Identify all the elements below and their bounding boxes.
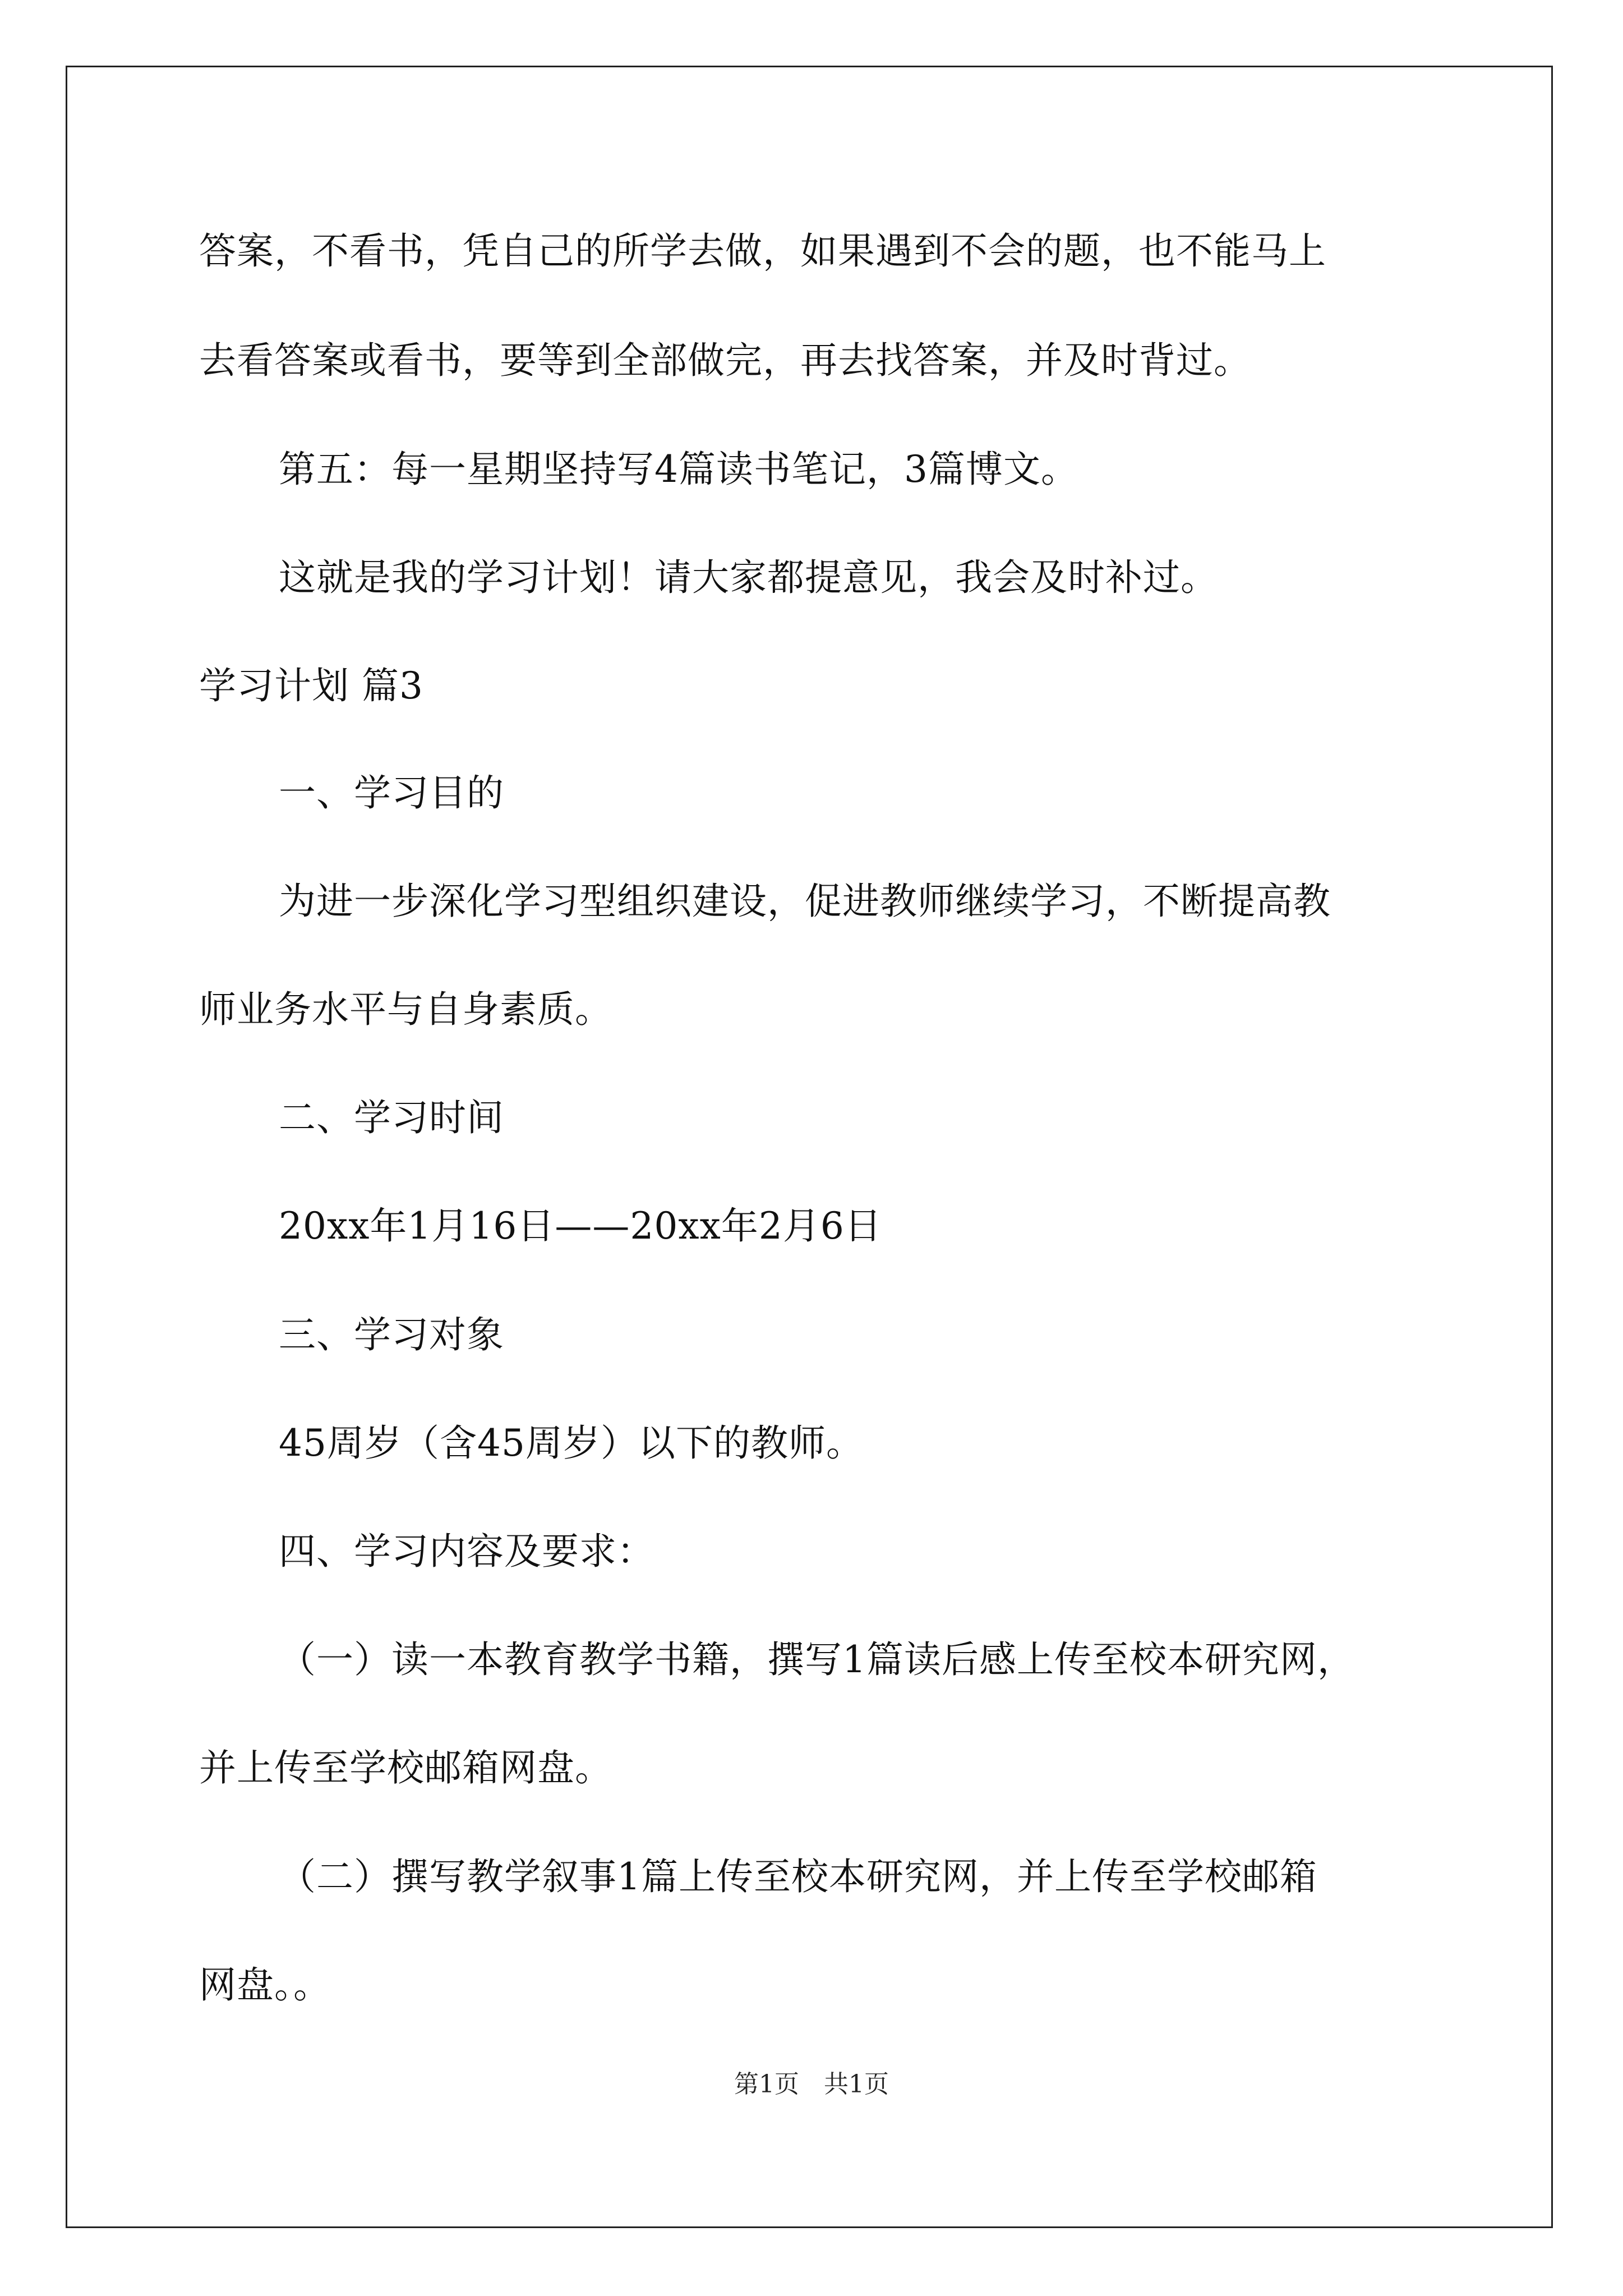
paragraph-line: （一）读一本教育教学书籍，撰写1篇读后感上传至校本研究网， bbox=[279, 1638, 1355, 1681]
paragraph-line: 45周岁（含45周岁）以下的教师。 bbox=[279, 1421, 864, 1465]
paragraph-line: 第五：每一星期坚持写4篇读书笔记，3篇博文。 bbox=[279, 448, 1078, 491]
paragraph-line: 网盘。。 bbox=[199, 1963, 331, 2007]
paragraph-line: 20xx年1月16日——20xx年2月6日 bbox=[279, 1204, 882, 1248]
paragraph-line: 并上传至学校邮箱网盘。 bbox=[199, 1746, 612, 1789]
paragraph-line: 为进一步深化学习型组织建设，促进教师继续学习，不断提高教 bbox=[279, 880, 1331, 923]
section-heading: 学习计划 篇3 bbox=[199, 664, 423, 707]
subheading: 一、学习目的 bbox=[279, 771, 504, 815]
paragraph-line: 这就是我的学习计划！请大家都提意见，我会及时补过。 bbox=[279, 556, 1218, 599]
subheading: 三、学习对象 bbox=[279, 1313, 504, 1356]
paragraph-line: 答案，不看书，凭自己的所学去做，如果遇到不会的题，也不能马上 bbox=[199, 229, 1326, 273]
page-footer: 第1页 共1页 bbox=[734, 2070, 889, 2099]
page-border bbox=[66, 66, 1553, 2228]
paragraph-line: （二）撰写教学叙事1篇上传至校本研究网，并上传至学校邮箱 bbox=[279, 1855, 1317, 1898]
paragraph-line: 师业务水平与自身素质。 bbox=[199, 988, 612, 1031]
subheading: 四、学习内容及要求： bbox=[279, 1530, 654, 1573]
paragraph-line: 去看答案或看书，要等到全部做完，再去找答案，并及时背过。 bbox=[199, 339, 1251, 382]
subheading: 二、学习时间 bbox=[279, 1096, 504, 1139]
